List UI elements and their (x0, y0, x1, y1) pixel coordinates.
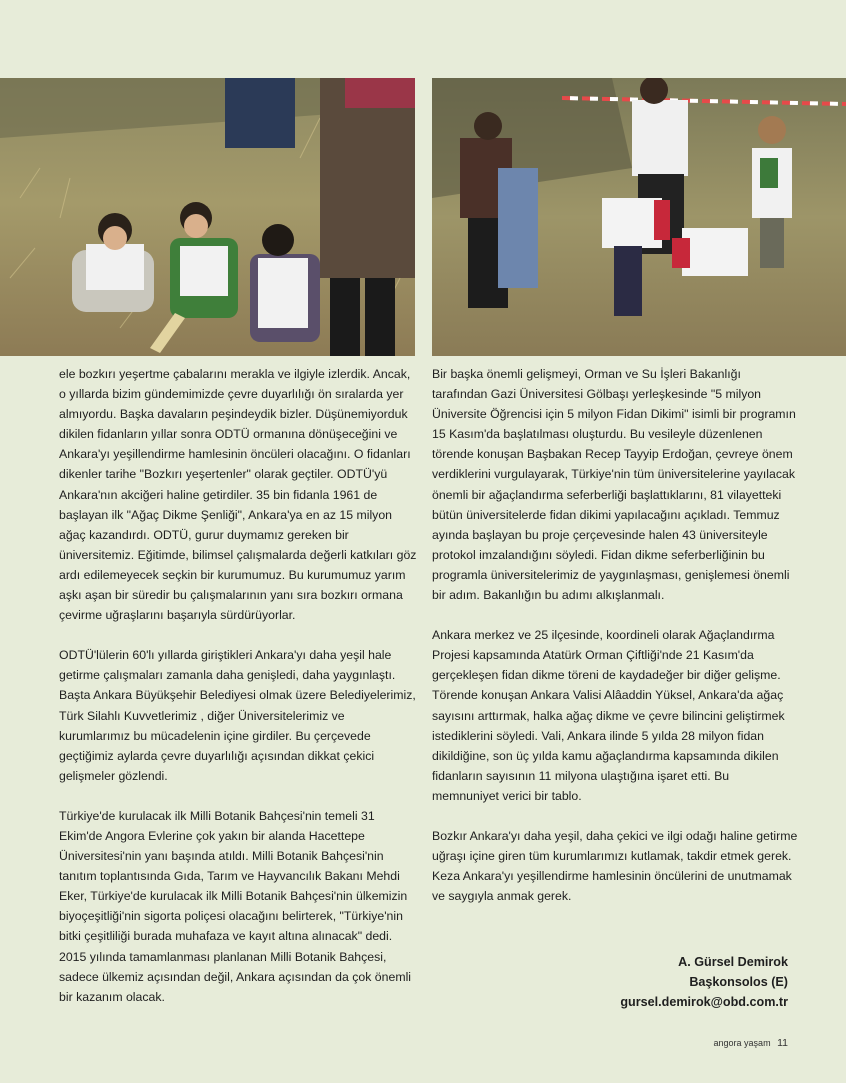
photo-children-planting-saplings (0, 78, 415, 356)
page-number: 11 (777, 1037, 788, 1049)
article-column-left (59, 364, 419, 1027)
article-paragraph: ele bozkırı yeşertme çabalarını merakla ve ilgiyle izlerdik. Ancak, o yıllarda bizim gündemimizde çevre duyarlılığı ön sıralarda yer almıyordu. Başka davaların peşindeydik bizler. Düşünemiyorduk dikilen fidanların yıllar sonra ODTÜ ormanına dönüşeceğini ve Ankara'yı yeşillendirme hamlesinin öncüleri olacağını. O fidanları dikenler tarihe "Bozkırı yeşertenler" olarak geçtiler. ODTÜ'yü Ankara'nın akciğeri haline getirdiler. 35 bin fidanla 1961 de başlayan ilk "Ağaç Dikme Şenliği", Ankara'ya en az 15 milyon ağaç kazandırdı. ODTÜ, gurur duymamız gereken bir üniversitemiz. Eğitimde, bilimsel çalışmalarda değerli katkıları göz ardı edilemeyecek seçkin bir kurumumuz. Bu kurumumuz yarım aşkı aşan bir süredir bu çalışmalarının yanı sıra bozkırı ormana çevirme uğraşlarını başarıyla sürdürüyorlar. (59, 367, 417, 623)
photo-tree-planting-ceremony (432, 78, 846, 356)
article-paragraph: Bir başka önemli gelişmeyi, Orman ve Su İşleri Bakanlığı tarafından Gazi Üniversitesi Gölbaşı yerleşkesinde "5 milyon Üniversite Öğrencisi için 5 milyon Fidan Dikimi" isimli bir programın 15 Kasım'da başlatılması oluşturdu. Bu vesileyle düzenlenen törende konuşan Başbakan Recep Tayyip Erdoğan, çevreye önem verdiklerini vurgulayarak, Türkiye'nin tüm üniversitelerine yayılacak önemli bir ağaçlandırma seferberliği başlattıklarını, 81 vilayetteki bütün üniversitelerde fidan dikimi yapılacağını açıkladı. Temmuz ayında başlayan bu proje çerçevesinde halen 43 üniversiteyle protokol imzalandığını söyledi. Fidan dikme seferberliğinin bu programla üniversitelerimiz de yaygınlaşması, genişlemesi önemli bir adım. Bakanlığın bu adımı alkışlanmalı. (432, 367, 796, 603)
article-paragraph: Bozkır Ankara'yı daha yeşil, daha çekici ve ilgi odağı haline getirme uğraşı içine giren tüm kurumlarımızı kutlamak, takdir etmek gerek. Keza Ankara'yı yeşillendirme hamlesinin öncülerini de unutmamak ve saygıyla anmak gerek. (432, 828, 798, 904)
magazine-name: angora yaşam (713, 1038, 771, 1048)
author-name: A. Gürsel Demirok (678, 955, 788, 969)
author-email[interactable]: gursel.demirok@obd.com.tr (620, 995, 788, 1009)
article-column-right (432, 364, 798, 926)
author-signature (432, 952, 788, 1012)
page-footer (714, 1037, 788, 1049)
article-paragraph: Ankara merkez ve 25 ilçesinde, koordineli olarak Ağaçlandırma Projesi kapsamında Atatürk Orman Çiftliği'nde 21 Kasım'da gerçekleşen fidan dikme töreni de kaydadeğer bir diğer gelişme. Törende konuşan Ankara Valisi Alâaddin Yüksel, Ankara'da ağaç sayısını arttırmak, halka ağaç dikme ve çevre bilincini geliştirmek istediklerini söyledi. Vali, Ankara ilinde 5 yılda 28 milyon fidan dikildiğine, son üç yılda kamu ağaçlandırma kapsamında dikilen fidanların sayısının 11 milyona ulaştığına işaret etti. Bu memnuniyet verici bir tablo. (432, 628, 785, 803)
article-paragraph: ODTÜ'lülerin 60'lı yıllarda giriştikleri Ankara'yı daha yeşil hale getirme çalışmaları zamanla daha genişledi, daha yaygınlaştı. Başta Ankara Büyükşehir Belediyesi olmak üzere Belediyelerimiz, Türk Silahlı Kuvvetlerimiz , diğer Üniversitelerimiz ve kurumlarımız bu mücadelenin içine girdiler. Bu çerçevede geçtiğimiz aylarda çevre duyarlılığı açısından dikkat çekici gelişmeler gözlendi. (59, 648, 416, 783)
article-paragraph: Türkiye'de kurulacak ilk Milli Botanik Bahçesi'nin temeli 31 Ekim'de Angora Evlerine çok yakın bir alanda Hacettepe Üniversitesi'nin yanı başında atıldı. Milli Botanik Bahçesi'nin tanıtım toplantısında Gıda, Tarım ve Hayvancılık Bakanı Mehdi Eker, Türkiye'de kurulacak ilk Milli Botanik Bahçesi'nin ülkemizin biyoçeşitliği'nin sigorta poliçesi olacağını belirterek, "Türkiye'nin bitki çeşitliliği burada muhafaza ve kayıt altına alınacak" dedi. 2015 yılında tamamlanması planlanan Milli Botanik Bahçesi, sadece ülkemiz açısından değil, Ankara açısından da çok önemli bir kazanım olacak. (59, 808, 412, 1004)
author-title: Başkonsolos (E) (689, 975, 788, 989)
